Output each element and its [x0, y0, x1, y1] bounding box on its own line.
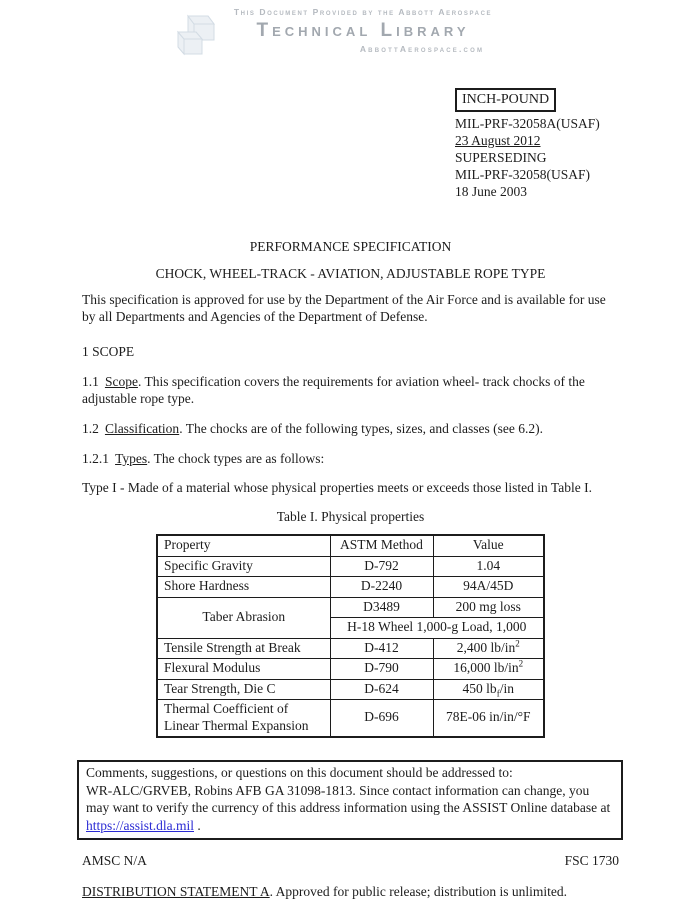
- section-1-2-1: [82, 450, 619, 467]
- document-title: CHOCK, WHEEL-TRACK - AVIATION, ADJUSTABLE ROPE TYPE: [155, 266, 546, 281]
- section-1-2-number: 1.2: [82, 421, 99, 436]
- doc-id-block: [455, 88, 600, 200]
- property-cell: Taber Abrasion: [157, 597, 330, 638]
- table-row: [157, 659, 544, 680]
- header-website: AbbottAerospace.com: [359, 44, 485, 54]
- header-property: Property: [157, 535, 330, 556]
- value-cell: 94A/45D: [433, 577, 544, 598]
- value-cell: 16,000 $lb/in^2$: [433, 659, 544, 680]
- method-cell: D-792: [330, 556, 433, 577]
- value-cell: 200 mg loss: [433, 597, 544, 618]
- method-cell: D-2240: [330, 577, 433, 598]
- amsc-fsc-row: [82, 852, 619, 869]
- header-tagline: This Document Provided by the Abbott Aerospace: [233, 7, 493, 17]
- method-cell: D-412: [330, 638, 433, 659]
- table-row: [157, 597, 544, 618]
- table-row: [157, 577, 544, 598]
- section-1-1-number: 1.1: [82, 374, 99, 389]
- table-row: [157, 700, 544, 738]
- comments-address-box: [77, 760, 623, 840]
- header-value: Value: [433, 535, 544, 556]
- comments-line1: Comments, suggestions, or questions on this document should be addressed to:: [86, 765, 513, 780]
- table-header-row: [157, 535, 544, 556]
- spec-number: MIL-PRF-32058A(USAF): [455, 116, 600, 131]
- superseding-label: SUPERSEDING: [455, 150, 547, 165]
- header-astm-method: ASTM Method: [330, 535, 433, 556]
- stacked-cubes-icon: [174, 10, 232, 66]
- section-1-1-text: . This specification covers the requirements for aviation wheel- track chocks of the adjustable rope type.: [82, 374, 585, 406]
- section-1-2-1-number: 1.2.1: [82, 451, 109, 466]
- value-cell: 78E-06 in/in/°F: [433, 700, 544, 738]
- assist-database-link[interactable]: https://assist.dla.mil: [86, 817, 195, 833]
- header-library-title: Technical Library: [256, 20, 470, 41]
- superseded-spec-number: MIL-PRF-32058(USAF): [455, 167, 591, 182]
- property-cell: Specific Gravity: [157, 556, 330, 577]
- method-cell: D3489: [330, 597, 433, 618]
- section-1-2-1-label: Types: [115, 451, 148, 466]
- section-1-heading: 1 SCOPE: [82, 344, 135, 359]
- condition-cell: H-18 Wheel 1,000-g Load, 1,000: [330, 618, 544, 639]
- table-row: [157, 556, 544, 577]
- superseded-spec-date: 18 June 2003: [455, 184, 527, 199]
- document-body: [82, 238, 619, 900]
- comments-after-link: .: [194, 817, 201, 833]
- section-1-1: [82, 373, 619, 407]
- amsc-number: AMSC N/A: [82, 853, 147, 868]
- section-1-1-label: Scope: [104, 374, 138, 389]
- section-1-2: [82, 420, 619, 437]
- section-1-2-label: Classification: [104, 421, 180, 436]
- property-cell: Flexural Modulus: [157, 659, 330, 680]
- table-row: [157, 679, 544, 700]
- distribution-statement-text: . Approved for public release; distribution is unlimited.: [269, 884, 567, 899]
- approval-paragraph: This specification is approved for use by the Department of the Air Force and is available for use by all Departments and Agencies of the Department of Defense.: [82, 292, 606, 324]
- property-cell: Thermal Coefficient of Linear Thermal Expansion: [157, 700, 330, 738]
- document-type-heading: PERFORMANCE SPECIFICATION: [249, 239, 452, 254]
- property-cell: Tear Strength, Die C: [157, 679, 330, 700]
- value-cell: 2,400 $lb/in^2$: [433, 638, 544, 659]
- section-1-2-1-text: . The chock types are as follows:: [147, 451, 325, 466]
- library-watermark-header: [0, 4, 700, 58]
- method-cell: D-696: [330, 700, 433, 738]
- distribution-statement: [82, 883, 619, 900]
- spec-date: 23 August 2012: [455, 133, 541, 148]
- fsc-number: FSC 1730: [564, 853, 619, 868]
- property-cell: Tensile Strength at Break: [157, 638, 330, 659]
- method-cell: D-624: [330, 679, 433, 700]
- type-i-description: Type I - Made of a material whose physical properties meets or exceeds those listed in Table I.: [82, 480, 592, 495]
- table-row: [157, 638, 544, 659]
- inch-pound-designation: INCH-POUND: [455, 88, 556, 112]
- value-cell: 450 $lb_f/in$: [433, 679, 544, 700]
- section-1-2-text: . The chocks are of the following types, sizes, and classes (see 6.2).: [179, 421, 543, 436]
- physical-properties-table: [156, 534, 545, 738]
- comments-body: WR-ALC/GRVEB, Robins AFB GA 31098-1813. Since contact information can change, you may want to verify the currency of this address information using the ASSIST Online database at: [86, 782, 611, 815]
- distribution-statement-label: DISTRIBUTION STATEMENT A: [82, 884, 270, 899]
- method-cell: D-790: [330, 659, 433, 680]
- value-cell: 1.04: [433, 556, 544, 577]
- property-cell: Shore Hardness: [157, 577, 330, 598]
- table-caption: Table I. Physical properties: [276, 509, 425, 524]
